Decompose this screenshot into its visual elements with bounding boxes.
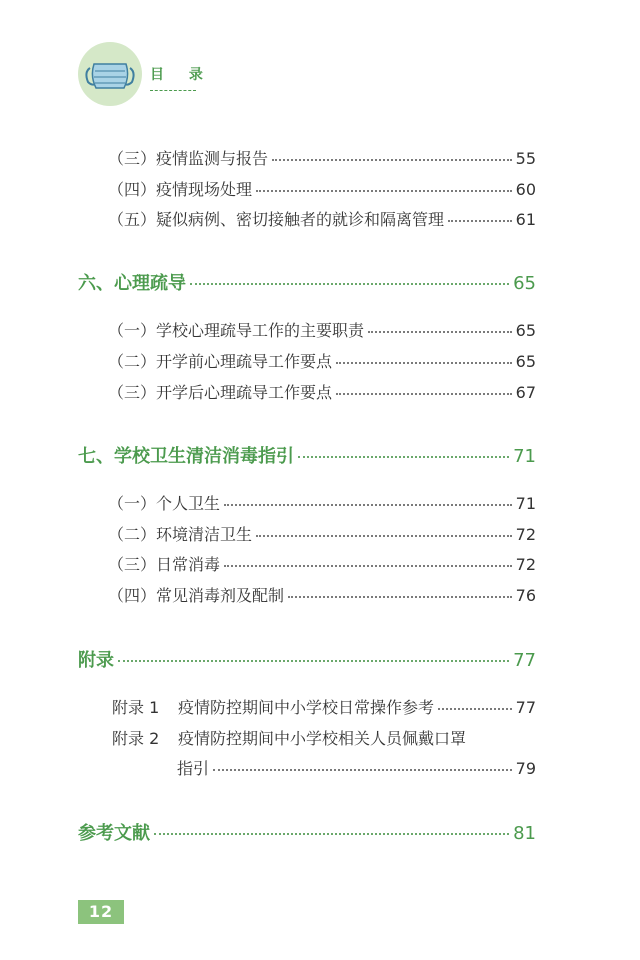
toc-entry-page: 71 <box>515 494 536 513</box>
toc-entry-page: 55 <box>515 149 536 168</box>
toc-entry-label: （四）常见消毒剂及配制 <box>108 586 285 605</box>
toc-entry-6-2[interactable] <box>108 349 536 372</box>
header-divider <box>150 90 196 91</box>
toc-chapter-7[interactable] <box>78 442 536 468</box>
toc-leader <box>336 362 512 364</box>
toc-entry-label: （三）疫情监测与报告 <box>108 149 269 168</box>
toc-leader <box>213 769 512 771</box>
toc-entry-7-3[interactable] <box>108 552 536 575</box>
toc-appendix-2[interactable] <box>112 726 536 749</box>
toc-leader <box>118 660 509 662</box>
toc-appendix-1[interactable] <box>112 695 536 718</box>
toc-entry-label: 疫情防控期间中小学校相关人员佩戴口罩 <box>178 729 467 748</box>
toc-leader <box>190 283 509 285</box>
toc-entry-page: 72 <box>515 525 536 544</box>
face-mask-icon <box>78 42 142 106</box>
toc-chapter-label: 参考文献 <box>78 823 150 844</box>
toc-entry-page: 76 <box>515 586 536 605</box>
toc-entry-page: 65 <box>515 352 536 371</box>
toc-entry-page: 77 <box>515 698 536 717</box>
toc-chapter-page: 71 <box>513 446 536 467</box>
toc-entry-label: （一）个人卫生 <box>108 494 221 513</box>
toc-leader <box>256 535 512 537</box>
toc-leader <box>288 596 512 598</box>
toc-leader <box>368 331 512 333</box>
toc-entry-page: 60 <box>515 180 536 199</box>
toc-entry-page: 61 <box>515 210 536 229</box>
toc-leader <box>298 456 509 458</box>
toc-entry-5-3[interactable] <box>108 146 536 169</box>
toc-chapter-references[interactable] <box>78 819 536 845</box>
toc-chapter-label: 附录 <box>78 650 114 671</box>
toc-leader <box>448 220 512 222</box>
toc-chapter-6[interactable] <box>78 269 536 295</box>
toc-chapter-label: 七、学校卫生清洁消毒指引 <box>78 446 294 467</box>
toc-chapter-page: 65 <box>513 273 536 294</box>
toc-leader <box>154 833 509 835</box>
toc-appendix-number: 附录 2 <box>112 729 160 748</box>
toc-chapter-label: 六、心理疏导 <box>78 273 186 294</box>
toc-entry-6-3[interactable] <box>108 380 536 403</box>
toc-appendix-2-continued[interactable] <box>177 756 536 779</box>
toc-chapter-page: 81 <box>513 823 536 844</box>
toc-entry-7-1[interactable] <box>108 491 536 514</box>
toc-appendix-number: 附录 1 <box>112 698 160 717</box>
toc-entry-label: （二）环境清洁卫生 <box>108 525 253 544</box>
toc-entry-label: 疫情防控期间中小学校日常操作参考 <box>178 698 435 717</box>
toc-entry-label: （三）开学后心理疏导工作要点 <box>108 383 333 402</box>
toc-entry-label: （一）学校心理疏导工作的主要职责 <box>108 321 365 340</box>
toc-entry-label: （四）疫情现场处理 <box>108 180 253 199</box>
toc-entry-label-continued: 指引 <box>177 759 210 778</box>
toc-entry-5-5[interactable] <box>108 207 536 230</box>
toc-leader <box>336 393 512 395</box>
toc-entry-page: 72 <box>515 555 536 574</box>
toc-leader <box>438 708 512 710</box>
toc-leader <box>272 159 512 161</box>
toc-entry-label: （二）开学前心理疏导工作要点 <box>108 352 333 371</box>
toc-leader <box>224 504 512 506</box>
toc-chapter-appendix[interactable] <box>78 646 536 672</box>
page-number-badge: 12 <box>78 900 124 924</box>
toc-entry-label: （三）日常消毒 <box>108 555 221 574</box>
toc-entry-page: 67 <box>515 383 536 402</box>
header-title: 目 录 <box>150 67 213 83</box>
toc-entry-7-2[interactable] <box>108 522 536 545</box>
toc-entry-5-4[interactable] <box>108 177 536 200</box>
toc-leader <box>256 190 512 192</box>
toc-entry-6-1[interactable] <box>108 318 536 341</box>
toc-entry-page: 79 <box>515 759 536 778</box>
toc-chapter-page: 77 <box>513 650 536 671</box>
toc-leader <box>224 565 512 567</box>
toc-entry-label: （五）疑似病例、密切接触者的就诊和隔离管理 <box>108 210 445 229</box>
toc-entry-page: 65 <box>515 321 536 340</box>
toc-entry-7-4[interactable] <box>108 583 536 606</box>
